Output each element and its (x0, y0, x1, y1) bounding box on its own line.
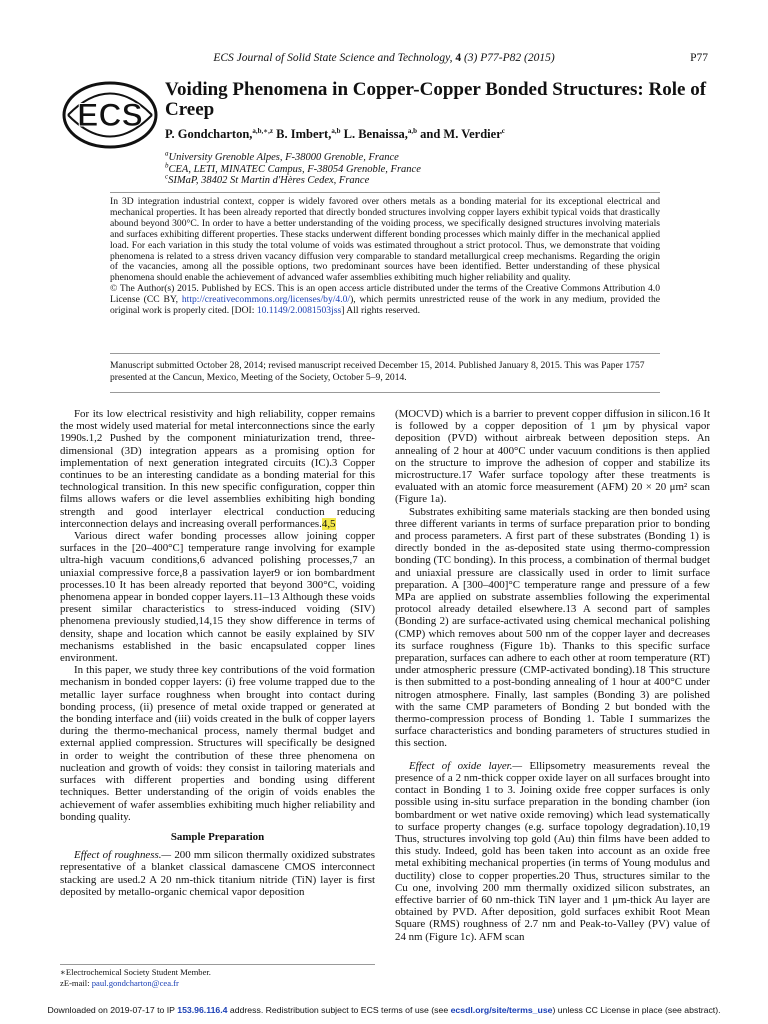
page-number: P77 (690, 52, 708, 64)
divider (110, 392, 660, 393)
author: L. Benaissa, (343, 127, 408, 141)
affiliation: University Grenoble Alpes, F-38000 Grenoble, France (168, 152, 399, 163)
volume: 4 (455, 52, 462, 64)
author: P. Gondcharton, (165, 127, 253, 141)
right-column (395, 408, 710, 943)
ecs-logo (60, 80, 160, 150)
email-link[interactable]: paul.gondcharton@cea.fr (91, 978, 179, 988)
divider (110, 353, 660, 354)
paragraph: Effect of oxide layer.— Ellipsometry measurements reveal the presence of a 2 nm-thick copper oxide layer on all surfaces brought into contact in Bonding 1 to 3. Joining oxide free copper surfaces is only possible using in-situ surface preparation in the bonding chamber (ion bombardment or wet native oxide removing) which lead systematically to surface property changes (e.g. surface topology degradation).10,19 Thus, structures involving top gold (Au) thin films have been added to this study. Indeed, gold has been taken into account as an oxide free metal exhibiting mechanical properties (in terms of Young modulus and ductility) close to copper properties.20 Thus, structures similar to the Cu one, involving 200 mm thermally oxidized silicon substrates, an effective barrier of 60 nm-thick TiN layer and 1 μm-thick Au layer are obtained by PVD. After deposition, gold surfaces exhibit Root Mean Square (RMS) roughness of 2.7 nm and Peak-to-Valley (PV) value of 24 nm (Figure 1c). AFM scan (395, 759, 710, 943)
journal-header (0, 52, 768, 64)
paragraph: (MOCVD) which is a barrier to prevent copper diffusion in silicon.16 It is followed by a copper deposition of 1 μm by physical vapor deposition (PVD) without airbreak between deposition steps. An annealing of 2 hour at 400°C under vacuum conditions is then applied on the structure to improve the adhesion of copper and stabilize its microstructure.17 Wafer surface topology after these treatments is evaluated with an atomic force measurement (AFM) 20 × 20 μm² scan (Figure 1a). (395, 408, 710, 506)
paragraph: For its low electrical resistivity and high reliability, copper remains the most widely used material for metal interconnections since the early 1990s.1,2 Pushed by the component miniaturization trend, three-dimensional (3D) integration appears as a promising option for implementation of next generation integrated circuits (IC).3 Copper continues to be an interesting candidate as a bonding material for this technological transition. In this new specific configuration, copper thin films allows wafers or die level assemblies exhibiting high bonding strength and good interlayer electrical conduction reducing interconnection delays and increasing overall performances.4,5 (60, 408, 375, 530)
issue-pages: (3) P77-P82 (2015) (463, 52, 555, 64)
divider (110, 192, 660, 193)
logo-text: ECS (77, 97, 143, 133)
abstract-text: In 3D integration industrial context, copper is widely favored over others metals as a bonding material for its exceptional electrical and mechanical properties. It has been already reported that directly bonded structures involving copper layers exhibit typical voids that drastically abound beyond 300°C. In order to have a better understanding of the voiding process, we specifically designed structures involving materials and surfaces exhibiting different properties. These stacks underwent different bonding processes which mainly differ in the mechanical applied load. For each variation in this study the total volume of voids was estimated throughout a strict protocol. Thus, we demonstrate that voiding phenomena is related to a stress driven vacancy diffusion very comparable to standard metallurgical creep mechanisms. Regarding the origin of the vacancies, among all the possible options, two predominant sources have been identified. Better understanding of these physical phenomena should enable the achievement of advanced wafer assemblies exhibiting much higher reliability and quality. (110, 196, 660, 284)
footnotes (60, 964, 375, 989)
terms-link[interactable]: ecsdl.org/site/terms_use (450, 1005, 553, 1015)
abstract: In 3D integration industrial context, copper is widely favored over others metals as a bonding material for its exceptional electrical and mechanical properties. It has been already reported that directly bonded structures involving copper layers exhibit typical voids that drastically abound beyond 300°C. In order to have a better understanding of the voiding process, we specifically designed structures involving materials and surfaces exhibiting different properties. These stacks underwent different bonding processes which mainly differ in the mechanical applied load. For each variation in this study the total volume of voids was estimated throughout a strict protocol. Thus, we demonstrate that voiding phenomena is related to a stress driven vacancy diffusion very comparable to standard metallurgical creep mechanisms. Regarding the origin of the vacancies, among all the possible options, two predominant sources have been identified. Better understanding of these physical phenomena should enable the achievement of advanced wafer assemblies exhibiting much higher reliability and quality. © The Author(s) 2015. Published by ECS. This is an open access article distributed under the terms of the Creative Commons Attribution 4.0 License (CC BY, http://creativecommons.org/licenses/by/4.0/), which permits unrestricted reuse of the work in any medium, provided the original work is properly cited. [DOI: 10.1149/2.0081503jss] All rights reserved. (110, 196, 661, 317)
author: and M. Verdier (420, 127, 502, 141)
doi-link[interactable]: 10.1149/2.0081503jss (256, 305, 342, 317)
paragraph: Substrates exhibiting same materials stacking are then bonded using three different variants in terms of surface preparation prior to bonding and process parameters. A first part of these substrates (Bonding 1) is directly bonded in the as-deposited state using thermo-compression bonding (TC bonding). In this process, a combination of thermal budget and uniaxial pressure are classically used in order to limit surface preparation. A [300–400]°C temperature range and pressure of a few MPa are applied on substrate assemblies following the experimental protocol already detailed elsewhere.13 A second part of samples (Bonding 2) are surface-activated using chemical mechanical polishing (CMP) which removes about 500 nm of the copper layer and decreases its surface roughness (Figure 1b). Thanks to this specific surface preparation, surfaces can adhere to each other at room temperature (RT) under atmospheric pressure (CMP-activated bonding).18 This structure is then submitted to a post-bonding annealing of 1 hour at 400°C under nitrogen atmosphere. Finally, last samples (Bonding 3) are polished with the same CMP parameters of Bonding 2 but bonded with the thermo-compression process of Bonding 1. Table I summarizes the surface characteristics and bonding parameters of structures studied in this section. (395, 505, 710, 750)
affiliation: SIMaP, 38402 St Martin d'Hères Cedex, France (168, 175, 370, 186)
paragraph: Effect of roughness.— 200 mm silicon thermally oxidized substrates representative of a blanket classical damascene CMOS interconnect stacking are used.2 A 20 nm-thick titanium nitride (TiN) layer is first deposited by metallo-organic chemical vapor deposition (60, 849, 375, 898)
article-title: Voiding Phenomena in Copper-Copper Bonded Structures: Role of Creep (165, 79, 707, 120)
footnote: zE-mail: paul.gondcharton@cea.fr (60, 978, 179, 988)
affiliations: $^a$University Grenoble Alpes, F-38000 Grenoble, France $^b$CEA, LETI, MINATEC Campus, F-38054 Grenoble, France $^c$SIMaP, 38402 St Martin d'Hères Cedex, France (165, 149, 421, 186)
affiliation: CEA, LETI, MINATEC Campus, F-38054 Grenoble, France (168, 163, 421, 175)
download-footer: Downloaded on 2019-07-17 to IP 153.96.116.4 address. Redistribution subject to ECS terms of use (see ecsdl.org/site/terms_use) unless CC License in place (see abstract). (47, 1005, 721, 1015)
paragraph: Various direct wafer bonding processes allow joining copper surfaces in the [20–400°C] temperature range involving for example ultra-high vacuum conditions,6 advanced polishing processes,7 an uniaxial compressive force,8 a passivation layer9 or ion bombardment processes.10 It has been already reported that beyond 300°C, voiding phenomena appear in bonded copper layers.11–13 Although these voids present similar characteristics to stress-induced voiding (SIV) phenomena previously studied,14,15 they show difference in terms of density, shape and location which cannot be easily explained by SIV mechanisms established in the basic encapsulated copper lines environment. (60, 530, 375, 665)
section-heading: Sample Preparation (170, 830, 265, 843)
ip-address: 153.96.116.4 (177, 1005, 228, 1015)
author-list: P. Gondcharton,$^{a,b,∗,z}$ B. Imbert,$^{a,b}$ L. Benaissa,$^{a,b}$ and M. Verdier$^c$ (165, 126, 505, 141)
journal-name: ECS Journal of Solid State Science and Technology, (213, 52, 453, 64)
paragraph: In this paper, we study three key contributions of the void formation mechanism in bonded copper layers: (i) free volume trapped due to the metallic layer surface roughness when brought into contact during bonding process, (ii) presence of metal oxide trapped or generated at the bonding interface and (iii) voids created in the bulk of copper layers during the thermo-mechanical process, namely thermal budget and external applied compression. Structures will specifically be designed in order to weight the contribution of these three phenomena on nucleation and growth of voids: they consist in tailoring materials and surfaces with different properties and bonding using different techniques. Better understanding of the origin of voids enables the achievement of wafer assemblies exhibiting much higher reliability and bonding quality. (60, 664, 375, 823)
footnote: ∗Electrochemical Society Student Member. (60, 967, 211, 977)
left-column (60, 408, 375, 898)
license-link[interactable]: http://creativecommons.org/licenses/by/4.0/ (181, 294, 351, 306)
manuscript-info: Manuscript submitted October 28, 2014; revised manuscript received December 15, 2014. Published January 8, 2015. This was Paper 1757 presented at the Cancun, Mexico, Meeting of the Society, October 5–9, 2014. (110, 360, 645, 383)
author: B. Imbert, (276, 127, 332, 141)
